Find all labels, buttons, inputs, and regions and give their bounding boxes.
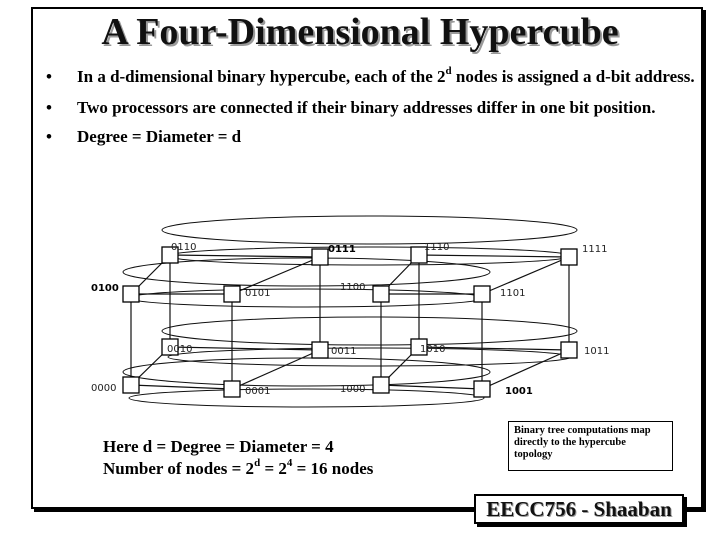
hypercube-node [561,342,577,358]
bullet-superscript: d [445,65,452,78]
node-address-label: 1100 [340,282,366,293]
bullet-text: nodes is assigned a d-bit address. [451,67,695,86]
cube-edge [419,255,569,257]
summary-text [103,436,373,480]
dimension-4-link [129,289,484,307]
slide-title: A Four-Dimensional Hypercube [101,11,619,53]
hypercube-node [312,249,328,265]
hypercube-node [474,381,490,397]
node-address-label: 0011 [331,346,357,357]
summary-line: Number of nodes = $2^d = 2^4 = 16$ nodes [103,457,374,478]
bullet-text: Degree = Diameter = d [77,127,242,146]
dimension-4-link [168,348,571,366]
node-address-label: 1000 [340,384,366,395]
node-address-label: 0001 [245,386,271,397]
node-address-label: 0111 [328,244,356,255]
node-address-label: 0101 [245,288,271,299]
hypercube-node [123,286,139,302]
cube-edge [131,385,232,389]
node-address-label: 1111 [582,244,608,255]
hypercube-node [312,342,328,358]
hypercube-node [123,377,139,393]
node-address-label: 1110 [424,242,450,253]
hypercube-node [561,249,577,265]
dimension-4-link [129,389,484,407]
cube-edge [482,350,569,389]
bullet-marker: • [46,67,52,86]
tree-mapping-note: Binary tree computations map directly to the hypercube topology [508,421,673,471]
node-address-label: 1011 [584,346,610,357]
node-address-label: 1010 [420,344,446,355]
bullet-marker: • [46,98,52,117]
cube-edge [170,255,320,257]
hypercube-node [373,286,389,302]
hypercube-node [474,286,490,302]
bullet-marker: • [46,127,52,146]
dimension-4-link [162,317,577,345]
hypercube-node [373,377,389,393]
cube-edge [381,385,482,389]
footer-course-label: EECC756 - Shaaban [474,494,684,524]
node-address-label: 0100 [91,283,119,294]
bullet-text: Two processors are connected if their binary addresses differ in one bit position. [77,98,656,117]
hypercube-node [224,381,240,397]
node-address-label: 1001 [505,386,533,397]
hypercube-node [224,286,240,302]
dimension-4-link [123,358,490,386]
summary-line: Here d = Degree = Diameter = 4 [103,437,334,456]
node-address-label: 0010 [167,344,193,355]
dimension-4-link [162,216,577,244]
node-address-label: 0110 [171,242,197,253]
bullet-text: In a d-dimensional binary hypercube, each of the 2 [77,67,446,86]
cube-edge [232,350,320,389]
node-address-label: 0000 [91,383,117,394]
node-address-label: 1101 [500,288,526,299]
